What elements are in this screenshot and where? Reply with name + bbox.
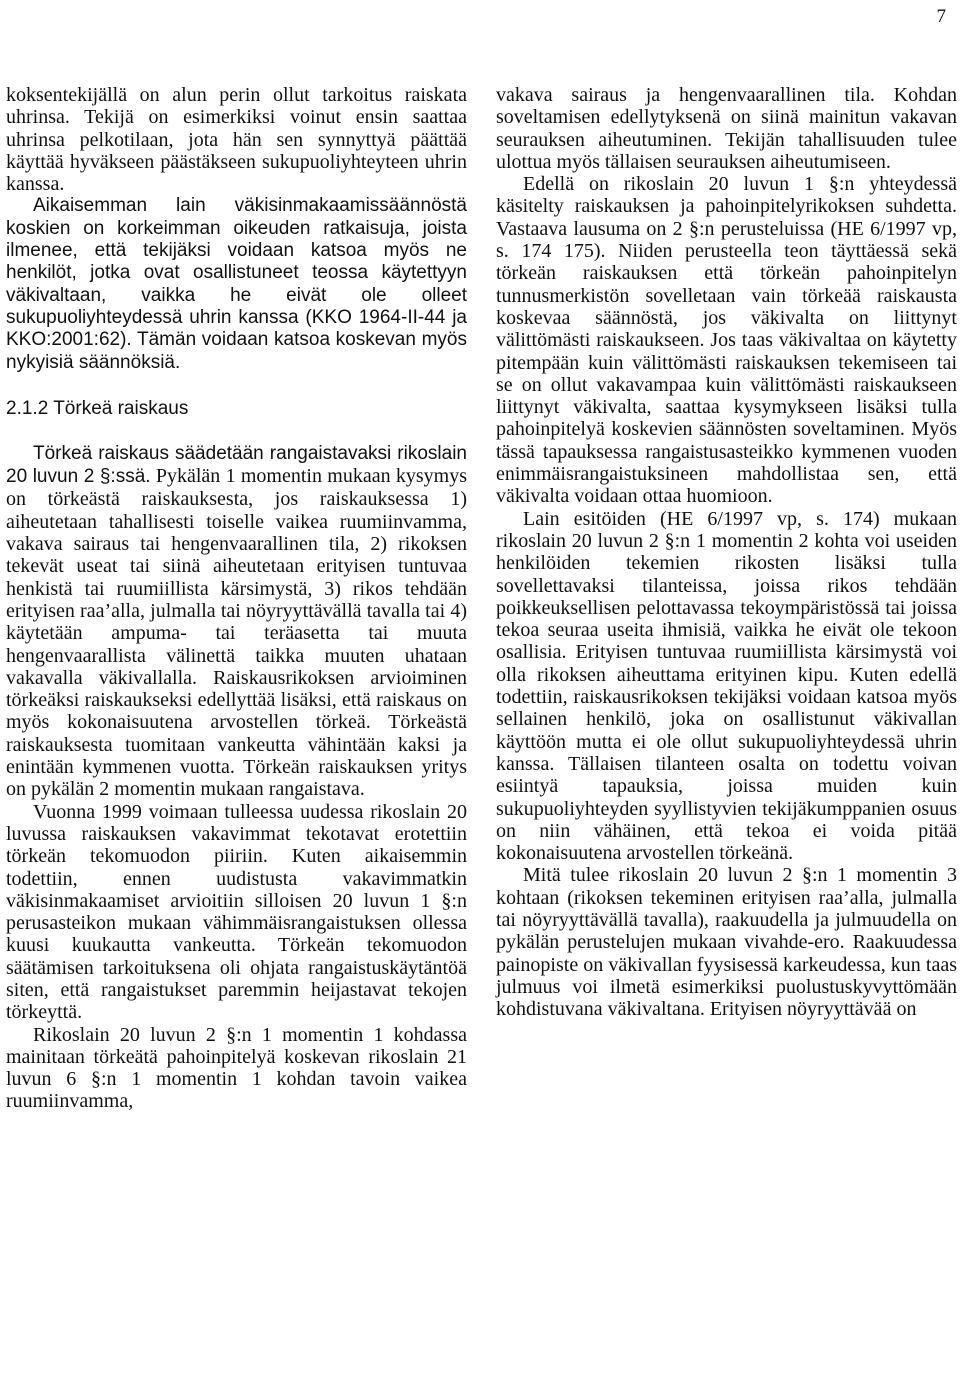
right-column [496,84,957,1020]
paragraph: Aikaisemman lain väkisinmakaamissäännöstä koskien on korkeimman oikeuden ratkaisuja, joista ilmenee, että tekijäksi voidaan katsoa myös ne henkilöt, jotka ovat osallistuneet teossa käytettyyn väkivaltaan, vaikka he eivät ole olleet sukupuoliyhteydessä uhrin kanssa (KKO 1964-II-44 ja KKO:2001:62). Tämän voidaan katsoa koskevan myös nykyisiä säännöksiä. [6,195,467,373]
paragraph-body: Pykälän 1 momentin mukaan kysymys on törkeästä raiskauksesta, jos raiskauksessa 1) aiheutetaan tahallisesti toiselle vaikea ruumiinvamma, vakava sairaus tai hengenvaarallinen tila, 2) rikoksen tekevät useat tai siinä aiheutetaan erityisen tuntuvaa henkistä tai ruumiillista kärsimystä, 3) rikos tehdään erityisen raa’alla, julmalla tai nöyryyttävällä tavalla tai 4) käytetään ampuma- tai teräasetta tai muuta hengenvaarallista välinettä taikka muuten uhataan vakavalla väkivallalla. Raiskausrikoksen arvioiminen törkeäksi raiskaukseksi edellyttää lisäksi, että raiskaus on myös kokonaisuutena arvostellen törkeä. Törkeästä raiskauksesta tuomitaan vankeutta vähintään kaksi ja enintään kymmenen vuotta. Törkeän raiskauksen yritys on pykälän 2 momentin mukaan rangaistava. [6,465,467,801]
left-column [6,84,467,1113]
paragraph: koksentekijällä on alun perin ollut tarkoitus raiskata uhrinsa. Tekijä on esimerkiksi voinut ensin saattaa uhrinsa pelkotilaan, jota hän sen synnyttyä päättää käyttää hyväkseen päästäkseen sukupuoliyhteyteen uhrin kanssa. [6,84,467,196]
paragraph: Vuonna 1999 voimaan tulleessa uudessa rikoslain 20 luvussa raiskauksen vakavimmat tekotavat erotettiin törkeän tekomuodon piiriin. Kuten aikaisemmin todettiin, ennen uudistusta vakavimmatkin väkisinmakaamiset arvioitiin silloisen 20 luvun 1 §:n perusasteikon mukaan vähimmäisrangaistuksen ollessa kuusi kuukautta vankeutta. Törkeän tekomuodon säätämisen tarkoituksena oli ohjata rangaistuskäytäntöä siten, että rangaistukset paremmin heijastavat tekojen törkeyttä. [6,800,467,1024]
paragraph: Edellä on rikoslain 20 luvun 1 §:n yhteydessä käsitelty raiskauksen ja pahoinpitelyrikoksen suhdetta. Vastaava lausuma on 2 §:n perusteluissa (HE 6/1997 vp, s. 174 175). Niiden perusteella teon täyttäessä sekä törkeän raiskauksen että törkeän pahoinpitelyn tunnusmerkistön sovelletaan vain törkeää raiskausta koskevaa säännöstä, jos väkivalta on liittynyt välittömästi raiskaukseen. Jos taas väkivaltaa on käytetty pitempään kuin välittömästi raiskauksen tekemiseen tai se on ollut vakavampaa kuin välittömästi raiskaukseen liittynyt väkivalta, saattaa kysymykseen lisäksi tulla pahoinpitelyä koskevien säännösten soveltaminen. Myös tässä tapauksessa rangaistusasteikko kymmenen vuoden enimmäisrangaistuksineen mahdollistaa sen, että väkivalta voidaan ottaa huomioon. [496,173,957,508]
paragraph-lead: Törkeä raiskaus säädetään rangaistavaksi rikoslain 20 luvun 2 §:ssä. [6,442,467,488]
paragraph [6,442,467,801]
paragraph: Mitä tulee rikoslain 20 luvun 2 §:n 1 momentin 3 kohtaan (rikoksen tekeminen erityisen raa’alla, julmalla tai nöyryyttävällä tavalla), raakuudella ja julmuudella on pykälän perustelujen mukaan vivahde-ero. Raakuudessa painopiste on väkivallan fyysisessä karkeudessa, kun taas julmuus voi ilmetä esimerkiksi puolustuskyvyttömään kohdistuvana väkivaltana. Erityisen nöyryyttävää on [496,864,957,1021]
paragraph: vakava sairaus ja hengenvaarallinen tila. Kohdan soveltamisen edellytyksenä on siinä mainitun vakavan seurauksen aiheutuminen. Tekijän tahallisuuden tulee ulottua myös tällaisen seurauksen aiheutumiseen. [496,84,957,173]
paragraph: Lain esitöiden (HE 6/1997 vp, s. 174) mukaan rikoslain 20 luvun 2 §:n 1 momentin 2 kohta voi useiden henkilöiden tekemien rikosten lisäksi tulla sovellettavaksi tilanteissa, joissa rikos tehdään poikkeuksellisen pelottavassa tekoympäristössä tai joissa tekoa seuraa useita ihmisiä, vaikka he eivät ole tekoon osallisia. Erityisen tuntuvaa ruumiillista kärsimystä voi olla rikoksen aiheuttama erityinen kipu. Kuten edellä todettiin, raiskausrikoksen tekijäksi voidaan katsoa myös sellainen henkilö, joka on osallistunut väkivallan käyttöön mutta ei ole ollut sukupuoliyhteydessä uhrin kanssa. Tällaisen tilanteen osalta on todettu voivan esiintyä tapauksia, joissa muiden kuin sukupuoliyhteyden syyllistyvien tekijäkumppanien osuus on niin vähäinen, että tekoa ei voida pitää kokonaisuutena arvostellen törkeänä. [496,507,957,865]
page-number: 7 [936,6,946,27]
section-heading: 2.1.2 Törkeä raiskaus [6,397,189,419]
paragraph: Rikoslain 20 luvun 2 §:n 1 momentin 1 kohdassa mainitaan törkeätä pahoinpitelyä koskevan rikoslain 21 luvun 6 §:n 1 momentin 1 kohdan tavoin vaikea ruumiinvamma, [6,1023,467,1113]
